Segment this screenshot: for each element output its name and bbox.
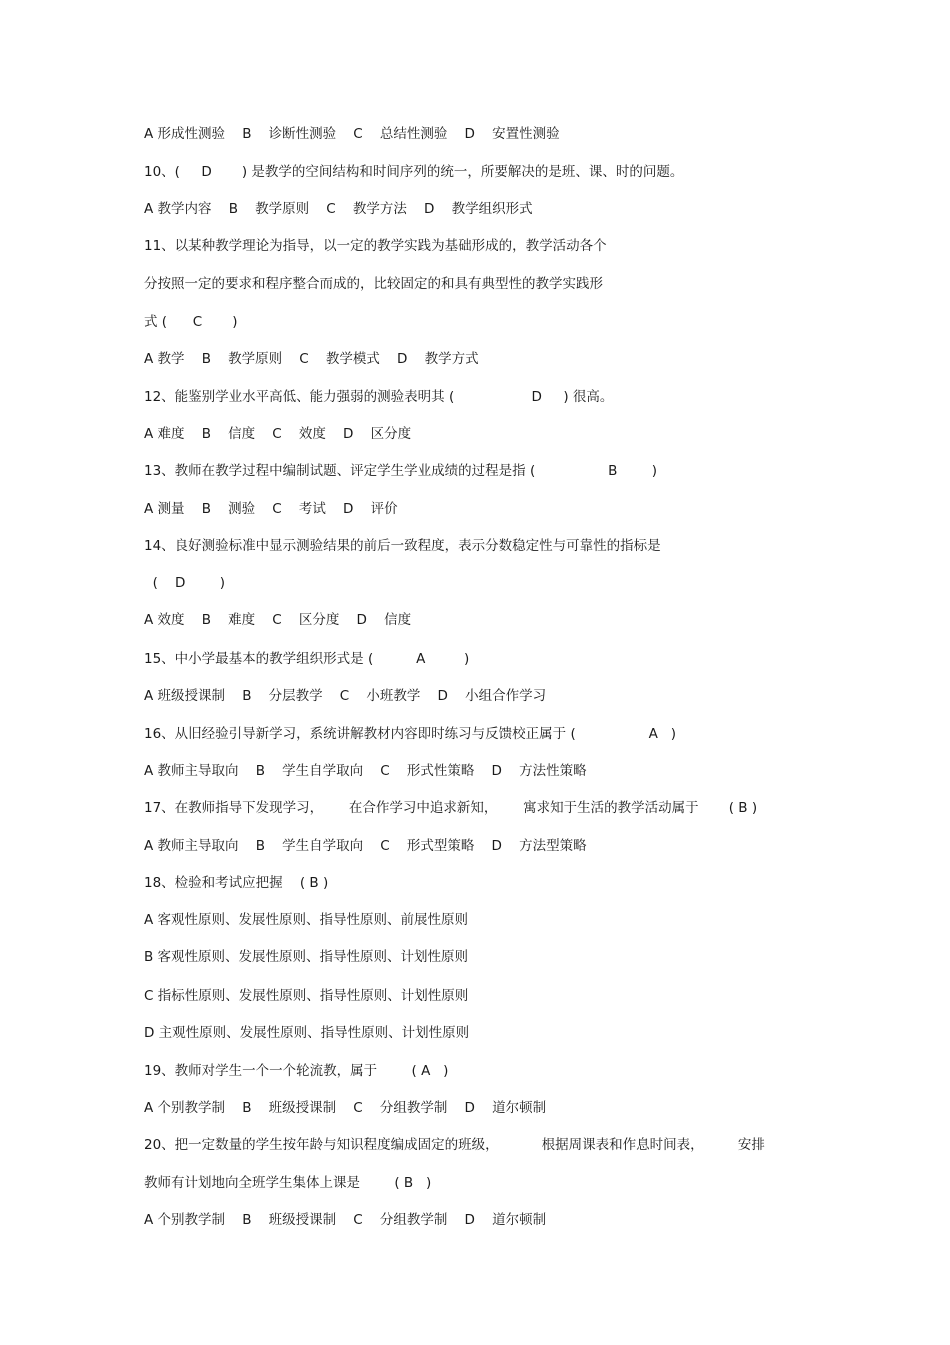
question-14-line-2: ( D ) (144, 575, 226, 591)
option-d-q18: D 主观性原则、发展性原则、指导性原则、计划性原则 (144, 1025, 470, 1041)
option-line-q12: A 难度 B 信度 C 效度 D 区分度 (144, 426, 412, 442)
question-11-line-3: 式 ( C ) (144, 314, 238, 330)
question-18: 18、检验和考试应把握 ( B ) (144, 875, 329, 891)
question-20-line-2: 教师有计划地向全班学生集体上课是 ( B ) (144, 1175, 432, 1191)
question-14-line-1: 14、良好测验标准中显示测验结果的前后一致程度，表示分数稳定性与可靠性的指标是 (144, 538, 661, 554)
option-line-q17: A 教师主导取向 B 学生自学取向 C 形式型策略 D 方法型策略 (144, 838, 587, 854)
option-line-q10: A 教学内容 B 教学原则 C 教学方法 D 教学组织形式 (144, 201, 533, 217)
question-11-line-1: 11、以某种教学理论为指导，以一定的教学实践为基础形成的，教学活动各个 (144, 238, 607, 254)
option-c-q18: C 指标性原则、发展性原则、指导性原则、计划性原则 (144, 988, 469, 1004)
question-13: 13、教师在教学过程中编制试题、评定学生学业成绩的过程是指 ( B ) (144, 463, 658, 479)
question-16: 16、从旧经验引导新学习，系统讲解教材内容即时练习与反馈校正属于 ( A ) (144, 726, 677, 742)
option-line-q15: A 班级授课制 B 分层教学 C 小班教学 D 小组合作学习 (144, 688, 547, 704)
option-line-q11: A 教学 B 教学原则 C 教学模式 D 教学方式 (144, 351, 479, 367)
option-line-q19: A 个别教学制 B 班级授课制 C 分组教学制 D 道尔顿制 (144, 1100, 547, 1116)
option-b-q18: B 客观性原则、发展性原则、指导性原则、计划性原则 (144, 949, 469, 965)
option-line-q9: A 形成性测验 B 诊断性测验 C 总结性测验 D 安置性测验 (144, 126, 560, 142)
option-a-q18: A 客观性原则、发展性原则、指导性原则、前展性原则 (144, 912, 469, 928)
option-line-q20: A 个别教学制 B 班级授课制 C 分组教学制 D 道尔顿制 (144, 1212, 547, 1228)
option-line-q13: A 测量 B 测验 C 考试 D 评价 (144, 501, 398, 517)
question-20-line-1: 20、把一定数量的学生按年龄与知识程度编成固定的班级， 根据周课表和作息时间表， 安排 (144, 1137, 765, 1153)
question-12: 12、能鉴别学业水平高低、能力强弱的测验表明其 ( D ) 很高。 (144, 389, 614, 405)
question-17: 17、在教师指导下发现学习， 在合作学习中追求新知， 寓求知于生活的教学活动属于 ( B ) (144, 800, 758, 816)
question-10: 10、( D ) 是教学的空间结构和时间序列的统一，所要解决的是班、课、时的问题。 (144, 164, 684, 180)
question-19: 19、教师对学生一个一个轮流教，属于 ( A ) (144, 1063, 449, 1079)
option-line-q14: A 效度 B 难度 C 区分度 D 信度 (144, 612, 412, 628)
question-15: 15、中小学最基本的教学组织形式是 ( A ) (144, 651, 470, 667)
question-11-line-2: 分按照一定的要求和程序整合而成的，比较固定的和具有典型性的教学实践形 (144, 276, 603, 292)
option-line-q16: A 教师主导取向 B 学生自学取向 C 形式性策略 D 方法性策略 (144, 763, 587, 779)
